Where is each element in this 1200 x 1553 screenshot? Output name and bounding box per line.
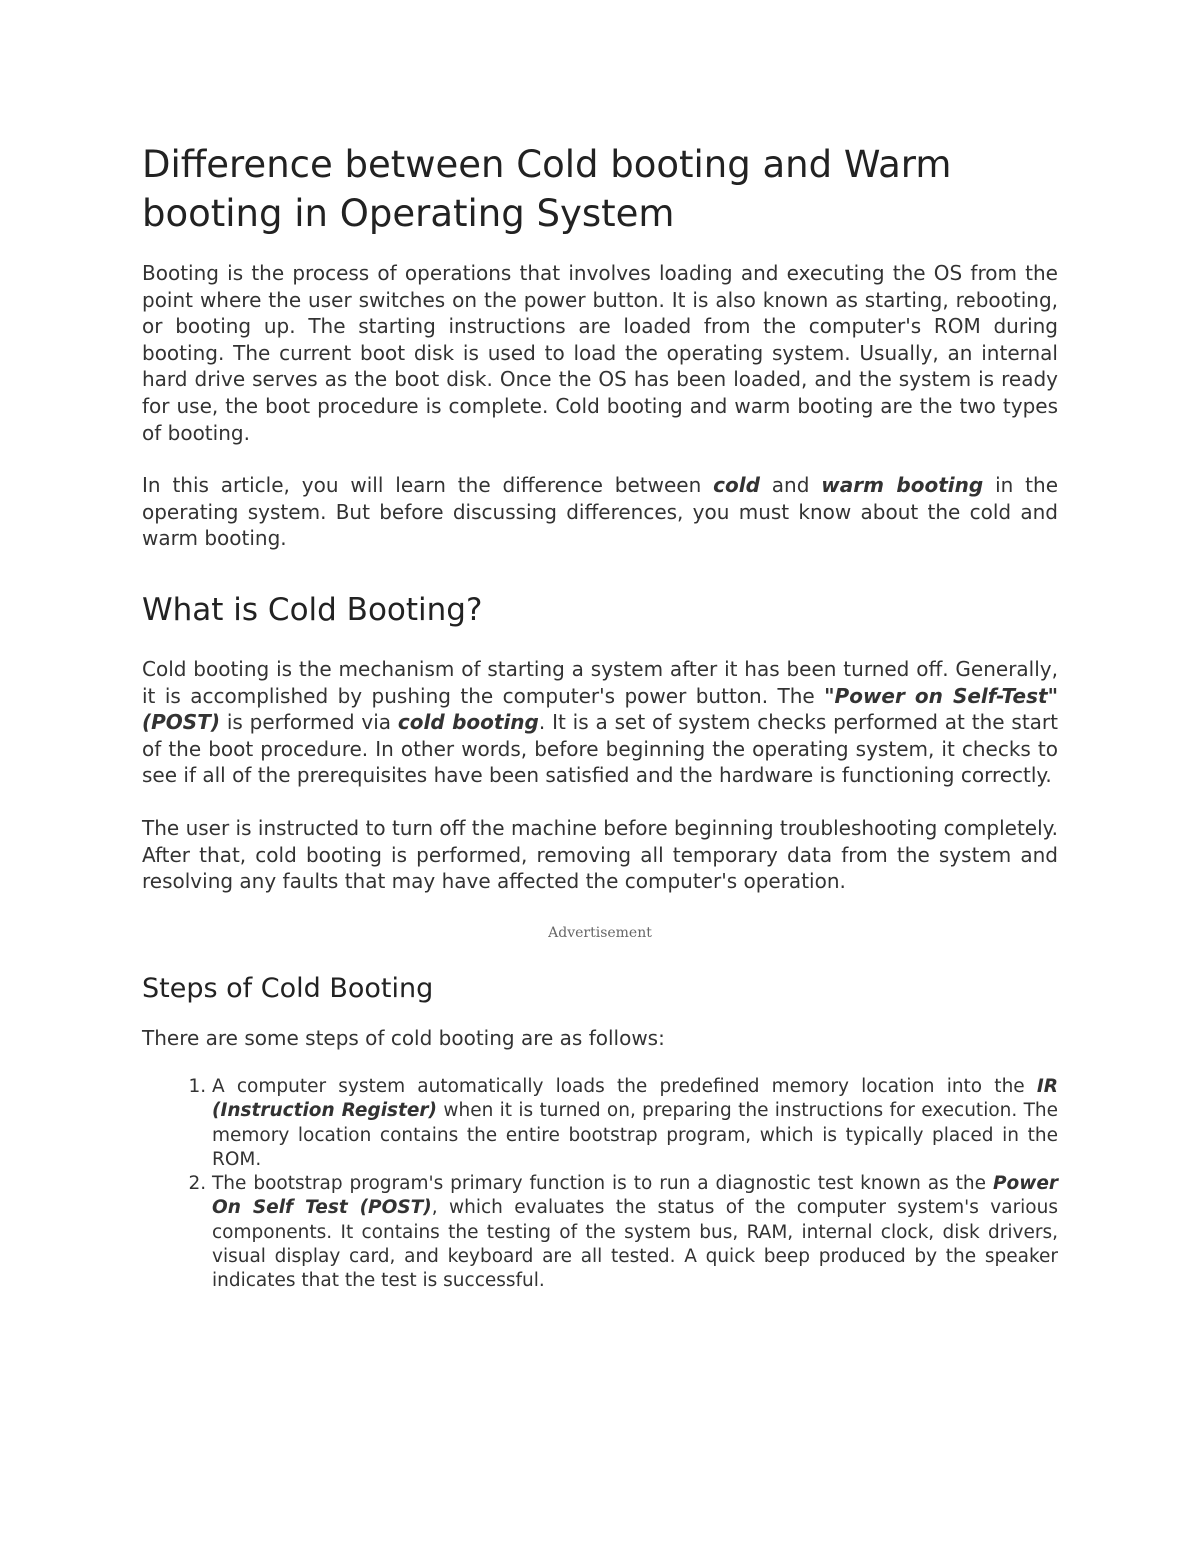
step-2-text-2: , which evaluates the status of the computer system's various components. It contains the testing of the system bus, RAM, internal clock, disk drivers, visual display card, and keyboard are all tested. A quick beep produced by the speaker indicates that the test is successful.	[212, 1197, 1058, 1291]
section-heading-cold-booting: What is Cold Booting?	[142, 591, 483, 628]
cold-text-1: Cold booting is the mechanism of starting a system after it has been turned off. Generally, it is accomplished by pushing the computer's power button. The	[142, 656, 1058, 708]
steps-lead: There are some steps of cold booting are as follows:	[142, 1025, 665, 1050]
page-title: Difference between Cold booting and Warm booting in Operating System	[142, 143, 952, 235]
cold-booting-paragraph-1	[142, 656, 1058, 789]
article-text-3: in the operating system. But before discussing differences, you must know about the cold and warm booting.	[142, 473, 1058, 551]
article-paragraph	[142, 472, 1058, 552]
cold-emphasis-cold-booting: cold booting	[397, 710, 539, 735]
step-2-emphasis: Power On Self Test (POST)	[212, 1173, 1058, 1219]
article-text-1: In this article, you will learn the difference between	[142, 473, 714, 498]
steps-heading: Steps of Cold Booting	[142, 972, 434, 1004]
document-page	[142, 140, 1058, 1293]
article-emphasis-cold: cold	[713, 473, 760, 498]
step-1-text-1: A computer system automatically loads the predefined memory location into the	[212, 1076, 1037, 1098]
step-2-text-1: The bootstrap program's primary function is to run a diagnostic test known as the	[212, 1173, 993, 1195]
cold-emphasis-post: "Power on Self-Test" (POST)	[142, 683, 1058, 735]
intro-paragraph: Booting is the process of operations that involves loading and executing the OS from the point where the user switches on the power button. It is also known as starting, rebooting, or booting up. The starting instructions are loaded from the computer's ROM during booting. The current boot disk is used to load the operating system. Usually, an internal hard drive serves as the boot disk. Once the OS has been loaded, and the system is ready for use, the boot procedure is complete. Cold booting and warm booting are the two types of booting.	[142, 261, 1058, 445]
steps-list	[142, 1075, 1058, 1293]
advertisement-label: Advertisement	[548, 924, 652, 941]
article-text-2: and	[759, 473, 822, 498]
cold-text-3: . It is a set of system checks performed at the start of the boot procedure. In other words, before beginning the operating system, it checks to see if all of the prerequisites have been satisfied and the hardware is functioning correctly.	[142, 710, 1058, 788]
article-emphasis-warm: warm booting	[821, 473, 984, 498]
cold-booting-paragraph-2: The user is instructed to turn off the machine before beginning troubleshooting completely. After that, cold booting is performed, removing all temporary data from the system and resolving any faults that may have affected the computer's operation.	[142, 815, 1058, 894]
list-item	[212, 1172, 1058, 1293]
cold-text-2: is performed via	[220, 710, 398, 735]
step-1-text-2: when it is turned on, preparing the instructions for execution. The memory location contains the entire bootstrap program, which is typically placed in the ROM.	[212, 1100, 1058, 1170]
step-1-emphasis: IR (Instruction Register)	[212, 1076, 1058, 1122]
list-item	[212, 1075, 1058, 1172]
